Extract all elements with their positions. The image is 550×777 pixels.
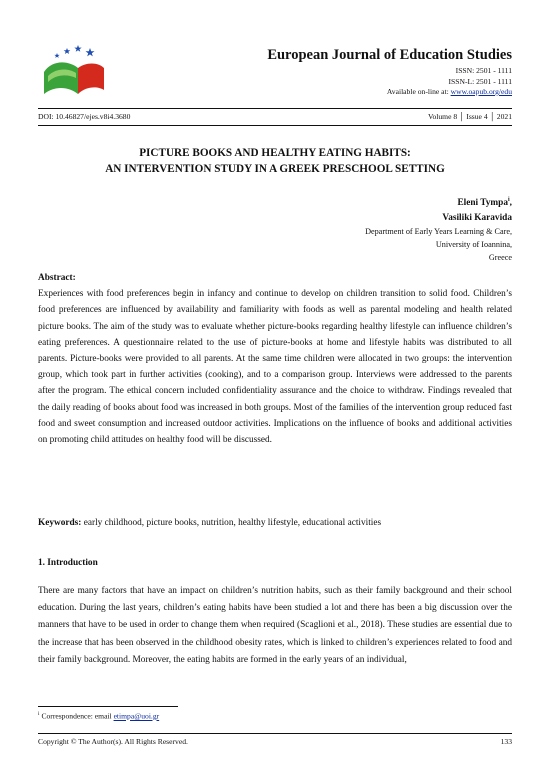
star-icons <box>54 45 94 58</box>
author-1-name: Eleni Tympa <box>457 198 508 209</box>
abstract-section <box>38 270 512 448</box>
volume-info: Volume 8 │ Issue 4 │ 2021 <box>427 112 512 121</box>
availability-line <box>267 87 512 98</box>
affiliation-line-2: University of Ioannina, <box>435 240 512 250</box>
page-number: 133 <box>500 737 512 746</box>
authors-block <box>365 193 512 264</box>
author-separator: , <box>509 198 512 209</box>
correspondence-email-link[interactable]: etimpa@uoi.gr <box>113 711 160 721</box>
introduction-text: There are many factors that have an impact on children’s nutrition habits, such as their family background and their school education. During the last years, children’s eating habits have been studied a lot and there has been a big discussion over the manners that have to be used in order to change them when required (Scaglioni et al., 2018). These studies are essential due to the increase that has been observed in the childhood obesity rates, which is linked to children’s experiences related to food and their family background. Moreover, the eating habits are formed in the early years of an individual, <box>38 586 512 665</box>
author-1 <box>365 193 512 211</box>
author-1-footnote-mark: i <box>508 197 510 203</box>
available-label: Available on-line at: <box>386 87 451 96</box>
journal-url-link[interactable]: www.oapub.org/edu <box>450 87 512 96</box>
doi-row <box>38 112 512 122</box>
journal-header <box>267 46 512 98</box>
keywords-heading: Keywords: <box>38 518 82 528</box>
doi: DOI: 10.46827/ejes.v8i4.3680 <box>38 112 131 121</box>
abstract-heading: Abstract: <box>38 273 76 283</box>
header-top-rule <box>38 108 512 109</box>
book-red-page <box>78 64 104 95</box>
page-footer <box>38 737 512 747</box>
journal-title: European Journal of Education Studies <box>267 47 512 63</box>
introduction-heading: 1. Introduction <box>38 558 98 568</box>
footnote-rule <box>38 706 178 707</box>
footnote-mark: i <box>38 711 40 717</box>
header-bottom-rule <box>38 125 512 126</box>
keywords-text: early childhood, picture books, nutrition, healthy lifestyle, educational activities <box>81 518 382 528</box>
footer-rule <box>38 733 512 734</box>
journal-logo <box>38 42 110 100</box>
copyright: Copyright © The Author(s). All Rights Reserved. <box>38 737 188 746</box>
footnote <box>38 709 159 722</box>
issn-l: ISSN-L: 2501 - 1111 <box>448 76 512 86</box>
author-2: Vasiliki Karavida <box>442 212 512 223</box>
footnote-label: Correspondence: email <box>41 711 114 721</box>
issn: ISSN: 2501 - 1111 <box>455 66 512 75</box>
title-line-2: AN INTERVENTION STUDY IN A GREEK PRESCHOOL SETTING <box>105 162 445 175</box>
affiliation-line-3: Greece <box>488 253 512 263</box>
keywords-section <box>38 515 512 531</box>
title-line-1: PICTURE BOOKS AND HEALTHY EATING HABITS: <box>139 147 411 159</box>
article-title <box>38 146 512 177</box>
abstract-text: Experiences with food preferences begin in infancy and continue to develop on children transition to solid food. Children’s food preferences are influenced by availability and familiarity with foods as well as parental modeling and health related picture books. The aim of the study was to evaluate whether picture-books regarding healthy lifestyle can influence children’s eating preferences. A questionnaire related to the use of picture-books at home and lifestyle habits was distributed to all parents. Picture-books were provided to all parents. At the same time children were allocated in two groups: the intervention group, which took part in further activities (cooking), and to a comparison group. Interviews were addressed to the parents after the program. The ethical concern included confidentiality assurance and the choice to withdraw. Findings revealed that the daily reading of books about food was increased in both groups. Most of the families of the intervention group reduced fast food and sweet consumption and increased outdoor activities. Implications on the influence of books and additional activities on promoting child attitudes on healthy food will be discussed. <box>38 289 512 446</box>
affiliation-line-1: Department of Early Years Learning & Care, <box>365 227 512 237</box>
